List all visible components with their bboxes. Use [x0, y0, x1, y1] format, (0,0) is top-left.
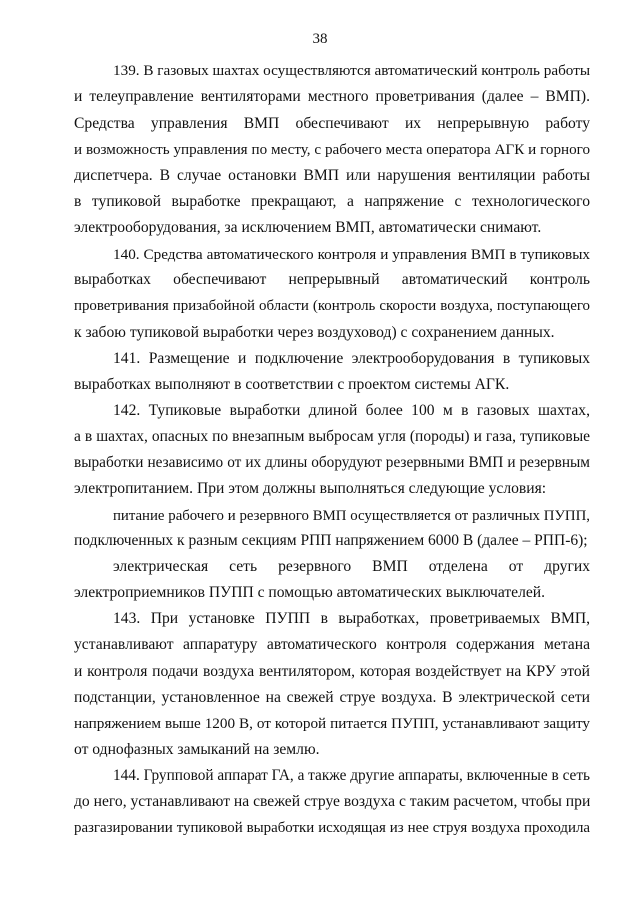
page-number: 38 [312, 31, 328, 47]
text-line: проветривания призабойной области (контроль скорости воздуха, поступающего [74, 298, 590, 314]
text-line: а в шахтах, опасных по внезапным выбросам угля (породы) и газа, тупиковые [74, 428, 590, 445]
text-line: 139. В газовых шахтах осуществляются автоматический контроль работы [113, 62, 591, 79]
text-line: до него, устанавливают на свежей струе воздуха с таким расчетом, чтобы при [74, 793, 591, 810]
text-line: выработках обеспечивают непрерывный автоматический контроль [74, 271, 590, 288]
text-line: Средства управления ВМП обеспечивают их непрерывную работу [74, 115, 590, 132]
text-line: диспетчера. В случае остановки ВМП или нарушения вентиляции работы [74, 167, 590, 184]
text-line: электрооборудования, за исключением ВМП, автоматически снимают. [74, 219, 542, 236]
text-line: 141. Размещение и подключение электрооборудования в тупиковых [113, 350, 590, 367]
text-line: и телеуправление вентиляторами местного проветривания (далее – ВМП). [74, 88, 590, 105]
text-line: 142. Тупиковые выработки длиной более 100 м в газовых шахтах, [113, 402, 590, 419]
text-line: электропитанием. При этом должны выполняться следующие условия: [74, 480, 547, 497]
text-line: подстанции, установленное на свежей струе воздуха. В электрической сети [74, 689, 590, 706]
text-line: 140. Средства автоматического контроля и управления ВМП в тупиковых [113, 246, 590, 263]
text-line: выработки независимо от их длины оборудуют резервными ВМП и резервным [74, 454, 590, 471]
text-line: выработках выполняют в соответствии с проектом системы АГК. [74, 376, 510, 393]
text-line: от однофазных замыканий на землю. [74, 741, 320, 758]
text-line: 143. При установке ПУПП в выработках, проветриваемых ВМП, [113, 610, 590, 627]
text-line: и контроля подачи воздуха вентилятором, которая воздействует на КРУ этой [74, 663, 590, 680]
text-line: к забою тупиковой выработки через воздуховод) с сохранением данных. [74, 324, 555, 341]
text-line: и возможность управления по месту, с рабочего места оператора АГК и горного [74, 142, 590, 158]
text-line: 144. Групповой аппарат ГА, а также другие аппараты, включенные в сеть [113, 767, 590, 784]
text-line: электроприемников ПУПП с помощью автоматических выключателей. [74, 584, 546, 601]
text-line: устанавливают аппаратуру автоматического контроля содержания метана [74, 636, 590, 653]
text-line: в тупиковой выработке прекращают, а напряжение с технологического [74, 193, 590, 210]
text-line: подключенных к разным секциям РПП напряжением 6000 В (далее – РПП-6); [74, 532, 588, 549]
text-line: питание рабочего и резервного ВМП осуществляется от различных ПУПП, [113, 508, 590, 524]
text-line: разгазировании тупиковой выработки исходящая из нее струя воздуха проходила [74, 820, 590, 836]
text-line: электрическая сеть резервного ВМП отделена от других [113, 558, 590, 575]
text-line: напряжением выше 1200 В, от которой питается ПУПП, устанавливают защиту [74, 715, 590, 732]
